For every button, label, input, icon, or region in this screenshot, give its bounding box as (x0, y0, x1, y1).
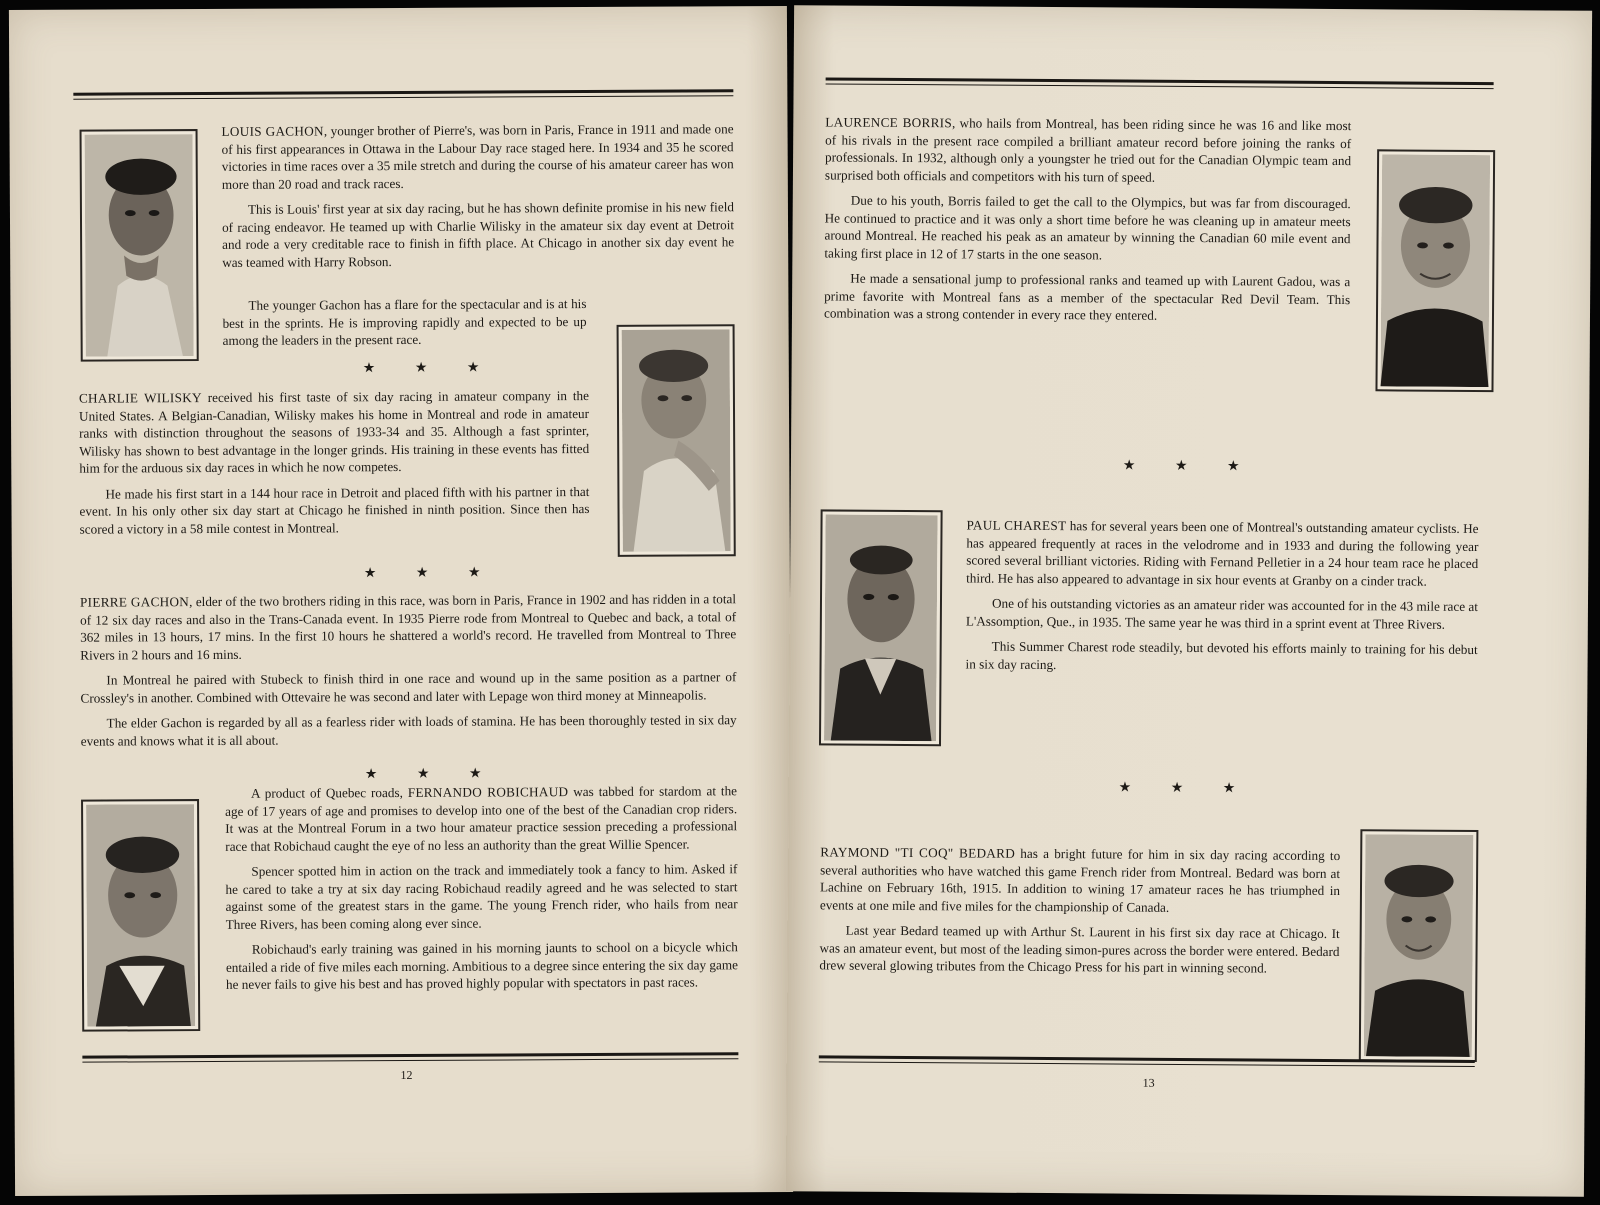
paul-charest-bio: PAUL CHAREST has for several years been one of Montreal's outstanding amateur cyclists. He has appeared frequently at races in the velodrome and in 1933 and during the following year scored several brilliant victories. Riding with Fernand Pelletier in a 24 hour team race he placed third. He has also appeared to advantage in six hour events at Granby on a cinder track. One of his outstanding victories as an amateur rider was accounted for in the 43 mile race at L'Assomption, Que., in 1935. The same year he was third in a sprint event at Three Rivers. This Summer Charest rode steadily, but devoted his efforts mainly to training for his debut in six day racing. (965, 517, 1479, 672)
separator-stars-5: ★ ★ ★ (1118, 780, 1254, 797)
louis-gachon-bio-cont: The younger Gachon has a flare for the spectacular and is at his best in the sprints. He is improving rapidly and expected to be up among the leaders in the present race. (222, 296, 587, 348)
fernando-robichaud-bio: A product of Quebec roads, FERNANDO ROBICHAUD was tabbed for stardom at the age of 17 years of age and promises to develop into one of the best of the Canadian crop riders. It was at the Montreal Forum in a two hour amateur practice session preceding a professional race that Robichaud caught the eye of no less an authority than the great Willie Spencer. Spencer spotted him in action on the track and immediately took a fancy to him. Asked if he cared to take a try at six day racing Robichaud readily agreed and he was selected to start against some of the greatest stars in the game. The young French rider, who hails from near Three Rivers, has been coming along ever since. Robichaud's early training was gained in his morning jaunts to school on a bicycle which entailed a ride of five miles each morning. Ambitious to a degree since entering the six day game he never fails to give his best and has proved highly popular with spectators in past races. (225, 783, 738, 992)
separator-stars-4: ★ ★ ★ (1122, 458, 1258, 475)
louis-gachon-name: LOUIS GACHON (221, 123, 324, 139)
raymond-bedard-name: RAYMOND "TI COQ" BEDARD (820, 844, 1016, 861)
top-rule (73, 89, 733, 99)
fernando-robichaud-name: FERNANDO ROBICHAUD (407, 784, 569, 800)
paul-charest-name: PAUL CHAREST (966, 517, 1067, 534)
laurence-borris-name: LAURENCE BORRIS (825, 114, 953, 131)
page-number-right: 13 (1142, 1075, 1155, 1090)
louis-gachon-photo (80, 129, 199, 362)
separator-stars-3: ★ ★ ★ (364, 766, 500, 783)
louis-gachon-bio: LOUIS GACHON, younger brother of Pierre's, was born in Paris, France in 1911 and made one of his first appearances in Ottawa in the Labour Day race staged here. In 1934 and 35 he scored victories in time races over a 35 mile stretch and during the course of his amateur career has won more than 20 road and track races. This is Louis' first year at six day racing, but he has shown definite promise in his new field of racing endeavor. He teamed up with Charlie Wilisky in the amateur six day event at Detroit and rode a very creditable race to finish in fifth place. At Chicago in another six day event he was teamed with Harry Robson. (221, 121, 735, 270)
charlie-wilisky-photo (617, 324, 736, 557)
separator-stars-1: ★ ★ ★ (362, 360, 498, 377)
paul-charest-photo (819, 509, 943, 746)
pierre-gachon-bio: PIERRE GACHON, elder of the two brothers riding in this race, was born in Paris, France in 1902 and has ridden in a total of 12 six day races and also in the Trans-Canada event. In 1935 Pierre rode from Montreal to Quebec and back, a total of 362 miles in 13 hours, 17 mins. In the first 10 hours he shattered a world's record. He travelled from Montreal to Three Rivers in 2 hours and 16 mins. In Montreal he paired with Stubeck to finish third in one race and wound up in the same position as a partner of Crossley's in another. Combined with Ottevaire he was second and later with Lepage won third money at Minneapolis. The elder Gachon is regarded by all as a fearless rider with loads of stamina. He has been thoroughly tested in six day events and knows what it is all about. (79, 591, 737, 749)
separator-stars-2: ★ ★ ★ (363, 565, 499, 582)
right-page (786, 5, 1592, 1197)
left-page (9, 6, 793, 1196)
raymond-bedard-bio: RAYMOND "TI COQ" BEDARD has a bright future for him in six day racing according to several authorities who have watched this game French rider from Montreal. Bedard was born at Lachine on February 16th, 1915. In addition to wining 17 amateur races he has triumphed in events at one mile and five miles for the championship of Canada. Last year Bedard teamed up with Arthur St. Laurent in his first six day race at Chicago. It was an amateur event, but most of the leading simon-pures across the border were entered. Bedard drew several glowing tributes from the Chicago Press for his part in winning second. (819, 844, 1341, 976)
pierre-gachon-name: PIERRE GACHON (79, 594, 190, 610)
laurence-borris-photo (1375, 149, 1495, 392)
top-rule (826, 77, 1494, 89)
fernando-robichaud-photo (81, 799, 200, 1032)
bottom-rule (82, 1052, 738, 1062)
charlie-wilisky-name: CHARLIE WILISKY (78, 390, 202, 406)
charlie-wilisky-bio: CHARLIE WILISKY received his first taste of six day racing in amateur company in the United States. A Belgian-Canadian, Wilisky makes his home in Montreal and rode in amateur ranks with distinction throughout the seasons of 1933-34 and 35. Although a fast sprinter, Wilisky has shown to best advantage in the longer grinds. His training in these events has fitted him for the arduous six day races in which he now competes. He made his first start in a 144 hour race in Detroit and placed fifth with his partner in that event. In his only other six day start at Chicago he finished in ninth position. Since then has scored a victory in a 58 mile contest in Montreal. (78, 388, 590, 537)
page-number-left: 12 (400, 1067, 413, 1083)
raymond-bedard-photo (1359, 829, 1479, 1062)
laurence-borris-bio: LAURENCE BORRIS, who hails from Montreal, has been riding since he was 16 and like most of his rivals in the present race compiled a brilliant amateur record before joining the ranks of professionals. In 1932, although only a youngster he tried out for the Canadian Olympic team and surprised both officials and competitors with his turn of speed. Due to his youth, Borris failed to get the call to the Olympics, but was far from discouraged. He continued to practice and it was only a short time before he was cleaning up in amateur meets around Montreal. He reached his peak as an amateur by winning the Canadian 60 mile event and taking first place in 12 of 17 starts in the one season. He made a sensational jump to professional ranks and teamed up with Laurent Gadou, was a prime favorite with Montreal fans as a member of the spectacular Red Devil Team. This combination was a strong contender in every race they entered. (823, 114, 1352, 323)
